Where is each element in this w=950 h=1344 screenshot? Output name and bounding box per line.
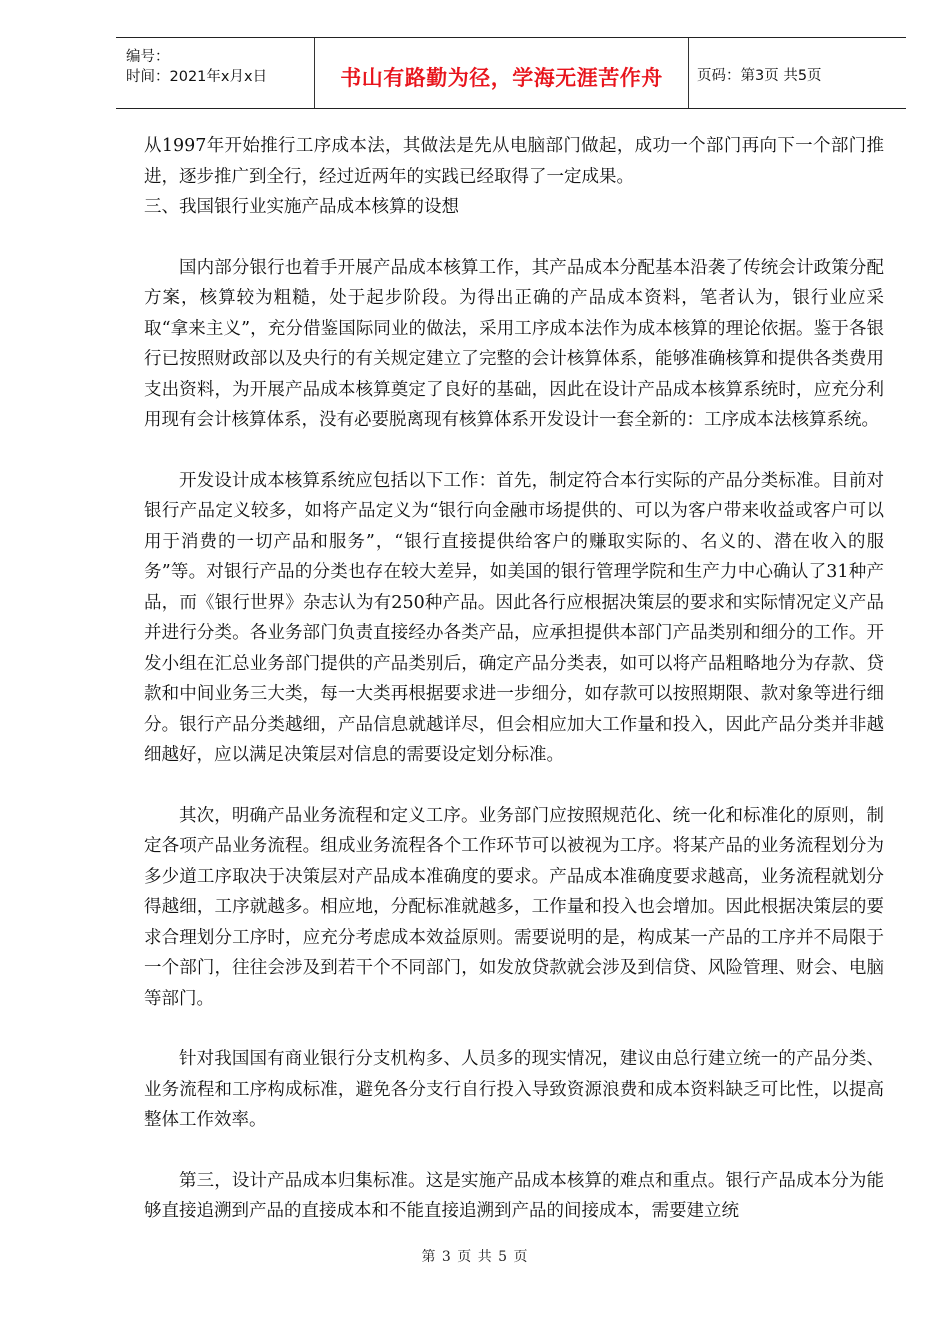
header-meta-cell xyxy=(116,38,315,108)
paragraph: 其次，明确产品业务流程和定义工序。业务部门应按照规范化、统一化和标准化的原则，制定各项产品业务流程。组成业务流程各个工作环节可以被视为工序。将某产品的业务流程划分为多少道工序取决于决策层对产品成本准确度的要求。产品成本准确度要求越高，业务流程就划分得越细，工序就越多。相应地，分配标准就越多，工作量和投入也会增加。因此根据决策层的要求合理划分工序时，应充分考虑成本效益原则。需要说明的是，构成某一产品的工序并不局限于一个部门，往往会涉及到若干个不同部门，如发放贷款就会涉及到信贷、风险管理、财会、电脑等部门。 xyxy=(144,805,884,1009)
paragraph: 第三，设计产品成本归集标准。这是实施产品成本核算的难点和重点。银行产品成本分为能够直接追溯到产品的直接成本和不能直接追溯到产品的间接成本，需要建立统 xyxy=(144,1170,884,1221)
header-motto-cell xyxy=(315,38,689,108)
document-number-label: 编号： xyxy=(126,49,170,65)
document-header xyxy=(116,37,906,109)
header-page-cell xyxy=(689,38,906,108)
section-heading: 三、我国银行业实施产品成本核算的设想 xyxy=(144,197,459,217)
paragraph-continuation: 从1997年开始推行工序成本法，其做法是先从电脑部门做起，成功一个部门再向下一个部门推进，逐步推广到全行，经过近两年的实践已经取得了一定成果。 xyxy=(144,136,884,187)
paragraph: 国内部分银行也着手开展产品成本核算工作，其产品成本分配基本沿袭了传统会计政策分配方案，核算较为粗糙，处于起步阶段。为得出正确的产品成本资料，笔者认为，银行业应采取“拿来主义”，充分借鉴国际同业的做法，采用工序成本法作为成本核算的理论依据。鉴于各银行已按照财政部以及央行的有关规定建立了完整的会计核算体系，能够准确核算和提供各类费用支出资料，为开展产品成本核算奠定了良好的基础，因此在设计产品成本核算系统时，应充分利用现有会计核算体系，没有必要脱离现有核算体系开发设计一套全新的：工序成本法核算系统。 xyxy=(144,257,884,430)
document-body xyxy=(144,131,884,1227)
paragraph: 开发设计成本核算系统应包括以下工作：首先，制定符合本行实际的产品分类标准。目前对银行产品定义较多，如将产品定义为“银行向金融市场提供的、可以为客户带来收益或客户可以用于消费的一切产品和服务”，“银行直接提供给客户的赚取实际的、名义的、潜在收入的服务”等。对银行产品的分类也存在较大差异，如美国的银行管理学院和生产力中心确认了31种产品，而《银行世界》杂志认为有250种产品。因此各行应根据决策层的要求和实际情况定义产品并进行分类。各业务部门负责直接经办各类产品，应承担提供本部门产品类别和细分的工作。开发小组在汇总业务部门提供的产品类别后，确定产品分类表，如可以将产品粗略地分为存款、贷款和中间业务三大类，每一大类再根据要求进一步细分，如存款可以按照期限、款对象等进行细分。银行产品分类越细，产品信息就越详尽，但会相应加大工作量和投入，因此产品分类并非越细越好，应以满足决策层对信息的需要设定划分标准。 xyxy=(144,470,884,765)
document-time-label: 时间：2021年x月x日 xyxy=(126,69,268,85)
header-motto: 书山有路勤为径，学海无涯苦作舟 xyxy=(340,66,663,90)
header-page-info: 页码：第3页 共5页 xyxy=(697,68,822,84)
page-footer: 第 3 页 共 5 页 xyxy=(421,1249,529,1265)
paragraph: 针对我国国有商业银行分支机构多、人员多的现实情况，建议由总行建立统一的产品分类、业务流程和工序构成标准，避免各分支行自行投入导致资源浪费和成本资料缺乏可比性，以提高整体工作效率。 xyxy=(144,1049,884,1130)
